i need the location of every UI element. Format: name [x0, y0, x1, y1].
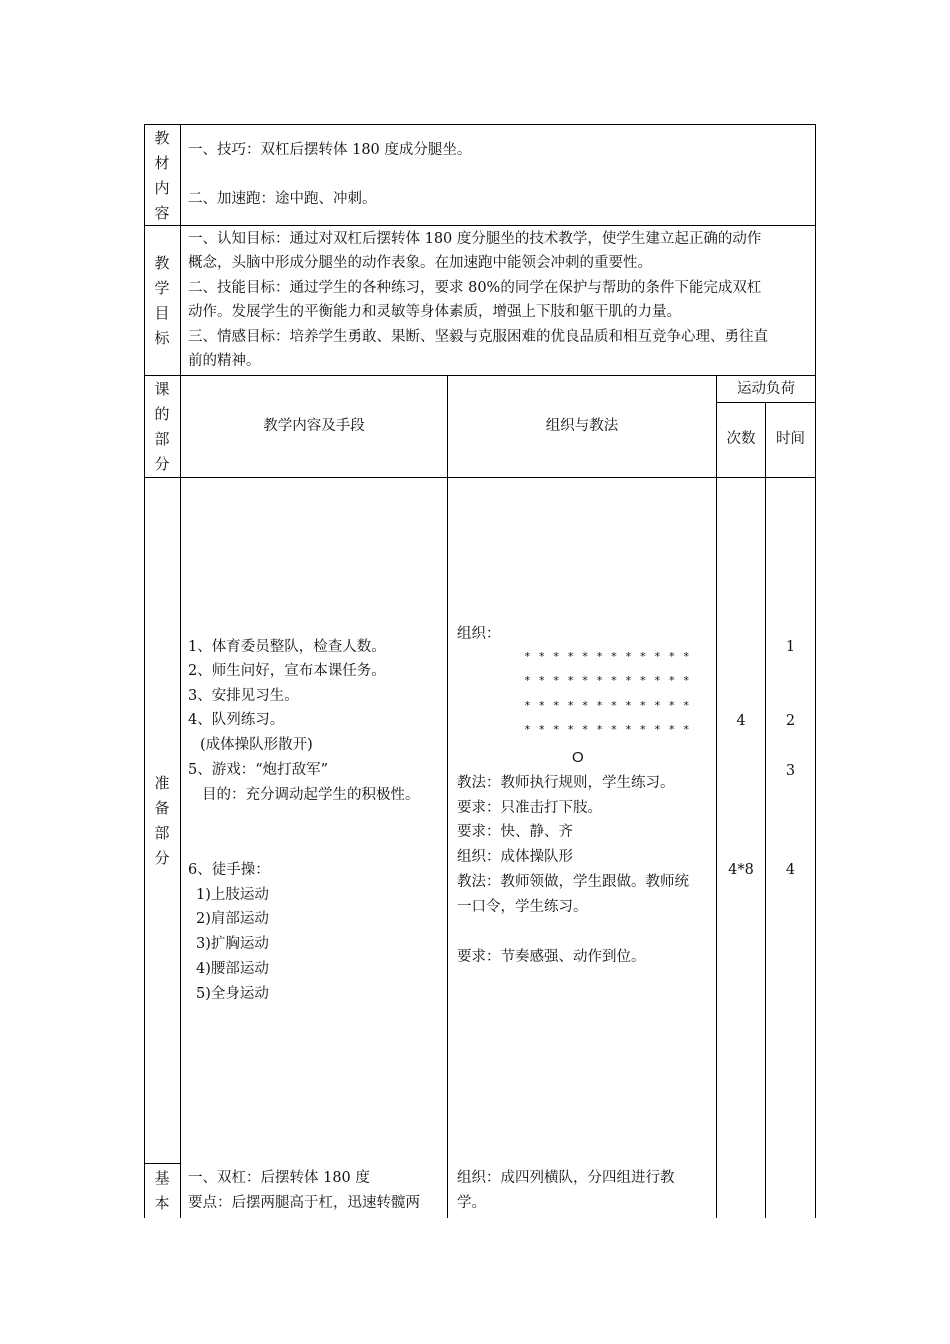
list-item: 5)全身运动 — [196, 986, 269, 1002]
org-line: 一口令，学生练习。 — [457, 899, 588, 915]
label-column-divider — [180, 124, 181, 1218]
time-value: 2 — [785, 713, 796, 729]
content-org-divider — [447, 375, 448, 1218]
load-column-header: 运动负荷 — [737, 381, 795, 397]
list-item: 6、徒手操： — [188, 862, 270, 878]
count-time-divider — [765, 402, 766, 1218]
table-left-border — [144, 124, 145, 1218]
list-item: 5、游戏：“炮打敌军” — [188, 762, 329, 778]
org-line: 教法：教师执行规则，学生练习。 — [457, 775, 675, 791]
basic-content-line: 要点：后摆两腿高于杠，迅速转髋两 — [188, 1195, 420, 1211]
list-item: 2、师生问好，宣布本课任务。 — [188, 663, 386, 679]
prep-section-label: 准 备 部 分 — [154, 774, 170, 867]
org-line: 教法：教师领做，学生跟做。教师统 — [457, 874, 689, 890]
formation-row: * * * * * * * * * * * * — [524, 723, 691, 736]
goal-line-6: 前的精神。 — [188, 353, 261, 369]
list-item: 3、安排见习生。 — [188, 688, 299, 704]
org-line: 要求：快、静、齐 — [457, 824, 573, 840]
org-load-divider — [716, 375, 717, 1218]
count-column-header: 次数 — [726, 431, 756, 447]
list-item: 目的：充分调动起学生的积极性。 — [202, 787, 420, 803]
content-line-1: 一、技巧：双杠后摆转体 180 度成分腿坐。 — [188, 142, 472, 158]
time-value: 1 — [785, 639, 796, 655]
list-item: (成体操队形散开) — [200, 737, 313, 753]
row-divider-3 — [144, 477, 815, 478]
org-line: 要求：只准击打下肢。 — [457, 800, 602, 816]
goal-line-1: 一、认知目标：通过对双杠后摆转体 180 度分腿坐的技术教学，使学生建立起正确的动作 — [188, 231, 762, 247]
list-item: 1、体育委员整队，检查人数。 — [188, 639, 386, 655]
org-label: 组织： — [457, 626, 501, 642]
table-right-border — [815, 124, 816, 1218]
list-item: 2)肩部运动 — [196, 911, 269, 927]
list-item: 3)扩胸运动 — [196, 936, 269, 952]
org-line: 组织：成体操队形 — [457, 849, 573, 865]
row-divider-4 — [144, 1163, 181, 1164]
basic-org-line: 学。 — [457, 1195, 486, 1211]
time-column-header: 时间 — [776, 431, 805, 447]
count-value: 4 — [736, 713, 746, 729]
goal-line-5: 三、情感目标：培养学生勇敢、果断、坚毅与克服困难的优良品质和相互竞争心理、勇往直 — [188, 329, 768, 345]
basic-section-label: 基 本 — [154, 1169, 170, 1212]
time-value: 4 — [785, 862, 796, 878]
count-value: 4*8 — [728, 862, 754, 878]
table-top-border — [144, 124, 815, 125]
list-item: 4)腰部运动 — [196, 961, 269, 977]
part-column-label: 课 的 部 分 — [154, 380, 170, 473]
content-section-label: 教 材 内 容 — [154, 129, 170, 222]
list-item: 1)上肢运动 — [196, 887, 269, 903]
basic-org-line: 组织：成四列横队，分四组进行教 — [457, 1170, 675, 1186]
goal-line-4: 动作。发展学生的平衡能力和灵敏等身体素质，增强上下肢和躯干肌的力量。 — [188, 304, 681, 320]
goal-line-3: 二、技能目标：通过学生的各种练习，要求 80%的同学在保护与帮助的条件下能完成双杠 — [188, 280, 762, 296]
row-divider-2 — [144, 375, 815, 376]
teacher-position-mark: O — [572, 749, 584, 766]
org-column-header: 组织与教法 — [545, 418, 619, 434]
list-item: 4、队列练习。 — [188, 712, 285, 728]
formation-row: * * * * * * * * * * * * — [524, 674, 691, 687]
row-divider-1 — [144, 225, 815, 226]
formation-row: * * * * * * * * * * * * — [524, 699, 691, 712]
content-column-header: 教学内容及手段 — [263, 418, 365, 434]
goals-section-label: 教 学 目 标 — [154, 254, 170, 347]
goal-line-2: 概念，头脑中形成分腿坐的动作表象。在加速跑中能领会冲刺的重要性。 — [188, 255, 652, 271]
org-line: 要求：节奏感强、动作到位。 — [457, 949, 646, 965]
basic-content-line: 一、双杠：后摆转体 180 度 — [188, 1170, 370, 1186]
formation-row: * * * * * * * * * * * * — [524, 650, 691, 663]
time-value: 3 — [785, 763, 796, 779]
content-line-2: 二、加速跑：途中跑、冲刺。 — [188, 191, 377, 207]
